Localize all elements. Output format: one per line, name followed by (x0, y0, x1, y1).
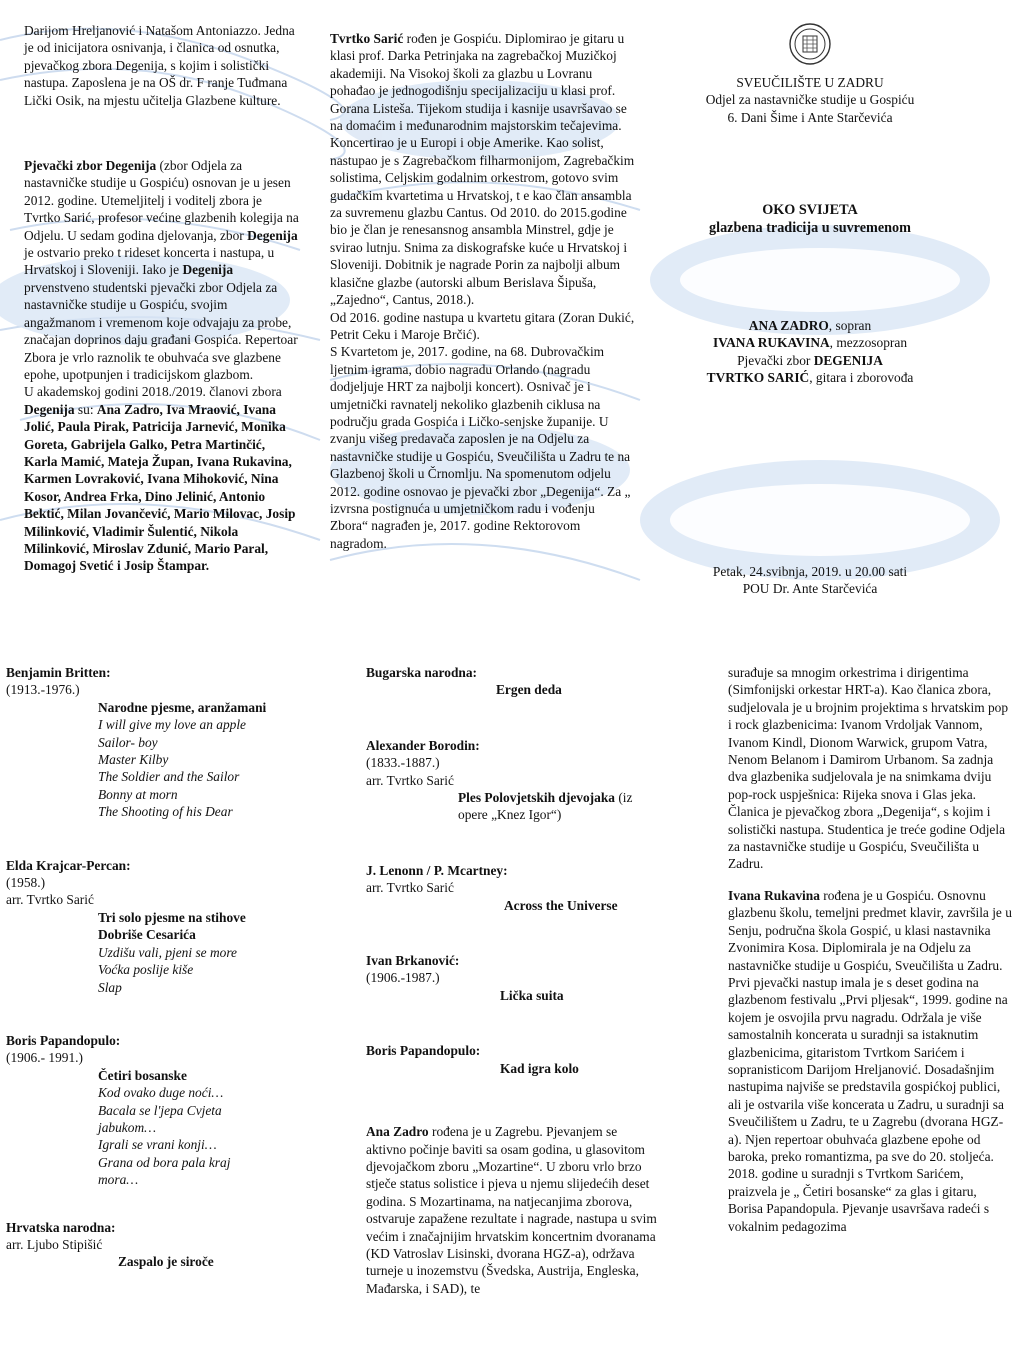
hrvatska-arr: arr. Ljubo Stipišić (6, 1236, 103, 1252)
department-name: Odjel za nastavničke studije u Gospiću (705, 92, 915, 108)
britten-block (6, 664, 336, 821)
university-crest-icon (788, 22, 832, 66)
papandopulo2-work: Kad igra kolo (500, 1060, 579, 1076)
performer-1-name: ANA ZADRO (748, 318, 829, 334)
members-intro-1: U akademskoj godini 2018./2019. članovi zbora (24, 384, 282, 400)
krajcar-block (6, 857, 336, 996)
performer-1-role: , sopran (828, 318, 872, 334)
borodin-arr: arr. Tvrtko Sarić (366, 772, 454, 788)
britten-composer: Benjamin Britten: (6, 665, 111, 680)
brkanovic-work: Lička suita (500, 987, 564, 1003)
papandopulo-dates: (1906.- 1991.) (6, 1050, 83, 1066)
brkanovic-block (366, 952, 666, 1004)
saric-bio-2: Od 2016. godine nastupa u kvartetu gitara (Zoran Dukić, Petrit Ceku i Maroje Brčić). (330, 309, 635, 342)
song-title: Master Kilby (98, 752, 169, 768)
song-title: Kod ovako duge noći… (98, 1085, 224, 1101)
performer-4-name: TVRTKO SARIĆ (706, 370, 810, 386)
members-list: Ana Zadro, Iva Mraović, Ivana Jolić, Paula Pirak, Patricija Jarnević, Monika Goreta, Gabrijela Galko, Petra Martinčić, Karla Mamić, Mateja Župan, Ivana Rukavina, Karmen Lovraković, Ivana Mihoković, Nina Kosor, Andrea Frka, Dino Jelinić, Antonio Bektić, Milan Jovančević, Mario Milovac, Josip Milinković, Vladimir Šulentić, Nikola Milinković, Miroslav Zdunić, Mario Paral, Domagoj Svetić i Josip Štampar. (24, 401, 296, 574)
song-title: Voćka poslije kiše (98, 962, 194, 978)
krajcar-arr: arr. Tvrtko Sarić (6, 892, 94, 908)
krajcar-work-1: Tri solo pjesme na stihove (98, 909, 246, 925)
brkanovic-composer: Ivan Brkanović: (366, 953, 460, 969)
rukavina-text: rođena je u Gospiću. Osnovnu glazbenu školu, temeljni predmet klavir, završila je u Senju, područna škola Gospić, u klasi nastavnika Zvonimira Kosa. Diplomirala je na Odjelu za nastavničke studije u Gospiću, Sveučilišta u Zadru. Prvi pjevački nastup imala je s deset godina na glazbenom festivalu „Prvi pljesak“, 1999. godine na kojem je osvojila prvu nagradu. Održala je više samostalnih koncerata u suradnji sa istaknutim glazbenicima, gitaristom Tvrtkom Sarićem i sopranisticom Darijom Hreljanović. Dosadašnjim nastupima najviše se predstavila gospićkoj publici, ali je ostvarila više koncerata u Zadru, u suradnji sa Sveučilištem u Zadru, te u Zagrebu (dvorana HGZ-a). Njen repertoar obuhvaća glazbene epohe od baroka, preko romantizma, pa sve do 20. stoljeća. 2018. godine u suradnji s Tvrtkom Sarićem, praizvela je „ Četiri bosanske“ za glas i gitaru, Borisa Papandopula. Pjevanje usavršava radeći s vokalnim pedagozima (728, 887, 1012, 1234)
members-intro-2: su: (74, 401, 97, 417)
zadro-bio-cont: surađuje sa mnogim orkestrima i dirigentima (Simfonijski orkestar HRT-a). Kao članica zbora, sudjelovala je u brojnim projektima s hrvatskim pop i rock glazbenicima: Ivanom Vrdoljak Vannom, Ivanom Kindl, Dionom Warwick, grupom Vatra, Nenom Belanom i Damirom Urbanom. Sa zadnja dva glazbenika sudjelovala je na snimkama dviju pop-rock uspješnica: Rijeka snova i Glas jeka. Članica je pjevačkog zbora „Degenija“, s kojim i solistički nastupa. Studentica je treće godine Odjela za nastavničke studije u Gospiću, Sveučilišta u Zadru. (728, 665, 1009, 872)
degenija-text-1: Degenija (247, 227, 298, 243)
degenija-text-2: Degenija (182, 262, 234, 278)
song-title: Grana od bora pala kraj (98, 1154, 231, 1170)
concert-venue: POU Dr. Ante Starčevića (742, 581, 878, 597)
britten-work: Narodne pjesme, aranžamani (98, 699, 267, 715)
performer-2-name: IVANA RUKAVINA (712, 335, 830, 351)
performer-3 (660, 352, 960, 369)
saric-bio-column (330, 30, 636, 552)
borodin-work-line (366, 789, 666, 806)
brkanovic-dates: (1906.-1987.) (366, 970, 440, 986)
zbor-text-2: je ostvario preko t rideset koncerta i nastupa, u Hrvatskoj i Sloveniji. Iako je (24, 245, 275, 278)
zadro-name: Ana Zadro (366, 1124, 429, 1140)
lennon-composer: J. Lenonn / P. Mcartney: (366, 862, 508, 878)
krajcar-composer: Elda Krajcar-Percan: (6, 857, 131, 873)
papandopulo2-block (366, 1042, 666, 1077)
song-title: mora… (98, 1172, 139, 1188)
program-column-1 (6, 664, 336, 1271)
song-title: The Shooting of his Dear (98, 804, 233, 820)
hrvatska-work: Zaspalo je siroče (118, 1254, 214, 1270)
krajcar-dates: (1958.) (6, 875, 46, 891)
saric-name: Tvrtko Sarić (330, 31, 404, 46)
concert-subtitle: glazbena tradicija u suvremenom (709, 219, 911, 236)
borodin-work: Ples Polovjetskih djevojaka (458, 790, 615, 806)
borodin-note-2: opere „Knez Igor“) (458, 807, 562, 823)
krajcar-work-2: Dobriše Cesarića (98, 927, 196, 943)
saric-bio-1 (330, 30, 636, 309)
zbor-text-3: prvenstveno studentski pjevački zbor Odjela za nastavničke studije u Gospiću, svojim angažmanom i vremenom koje odvajaju za probe, značajan doprinos daju građani Gospića. Repertoar Zbora je vrlo raznolik te obuhvaća sve glazbene epohe, upotpunjen i tradicijskom glazbom. (24, 279, 298, 382)
papandopulo-block (6, 1032, 336, 1189)
hrvatska-block (6, 1219, 336, 1271)
saric-text-1: rođen je Gospiću. Diplomirao je gitaru u klasi prof. Darka Petrinjaka na zagrebačkoj Muzičkoj akademiji. Na Visokoj školi za glazbu u Lovranu pohađao je jednogodišnju specijalizaciju u klasi prof. Gorana Listeša. Tijekom studija i kasnije usavršavao se na domaćim i međunarodnim majstorskim tečajevima. Koncertirao je u Europi i obje Amerike. Kao solist, nastupao je s Zagrebačkom filharmonijom, Zagrebačkim solistima, Celjskim godalnim orkestrom, gotovo svim gudačkim kvartetima u Hrvatskoj, t e kao član ansambla za suvremenu glazbu Cantus. Od 2010. do 2015.godine bio je član je renesansnog ansambla Minstrel, gdje je svirao lutnju. Snima za diskografske kuće u Hrvatskoj i Sloveniji. Dobitnik je nagrade Porin za najbolji album klasične glazbe (autorski album Berislava Šipuša, „Zajedno“, Cantus, 2018.). (330, 31, 635, 308)
degenija-text-3: Degenija (24, 401, 75, 417)
program-column-2 (366, 664, 666, 1297)
song-title: The Soldier and the Sailor (98, 769, 240, 785)
song-title: Slap (98, 979, 122, 995)
borodin-composer: Alexander Borodin: (366, 737, 480, 753)
britten-dates: (1913.-1976.) (6, 682, 80, 698)
song-title: Uzdišu vali, pjeni se more (98, 944, 237, 960)
song-title: Sailor- boy (98, 734, 158, 750)
song-title: Igrali se vrani konji… (98, 1137, 217, 1153)
performer-1 (660, 317, 960, 334)
performer-2-role: , mezzosopran (829, 335, 908, 351)
members-paragraph (24, 383, 300, 574)
performer-2 (660, 334, 960, 351)
cover-column (660, 22, 960, 597)
zbor-paragraph (24, 157, 300, 383)
zbor-name: Pjevački zbor Degenija (24, 158, 157, 174)
borodin-note-1: (iz (614, 790, 633, 806)
performer-4 (660, 369, 960, 386)
borodin-block (366, 737, 666, 824)
lennon-arr: arr. Tvrtko Sarić (366, 880, 454, 896)
song-title: Bacala se l'jepa Cvjeta (98, 1102, 222, 1118)
saric-bio-3: S Kvartetom je, 2017. godine, na 68. Dubrovačkim ljetnim igrama, dobio nagradu Orlando (nagradu dodjeljuje HRT za najbolji koncert). Osnivač je i umjetnički ravnatelj nekoliko glazbenih ciklusa na području grada Gospića i Ličko-senjske županije. U zvanju višeg predavača zaposlen je na Odjelu za nastavničke studije u Gospiću, Sveučilišta u Zadru te na Glazbenoj školi u Črnomlju. Na spomenutom odjelu 2012. godine osnovao je pjevački zbor „Degenija“. Za „ izvrsna postignuća u umjetničkom radu i vođenju Zbora“ nagrađen je, 2017. godine Rektorovom nagradom. (330, 344, 631, 551)
lennon-block (366, 862, 666, 914)
song-title: Bonny at morn (98, 786, 178, 802)
bugarska-work: Ergen deda (496, 682, 562, 698)
concert-date: Petak, 24.svibnja, 2019. u 20.00 sati (712, 563, 908, 579)
lennon-work: Across the Universe (504, 897, 618, 913)
bugarska-composer: Bugarska narodna: (366, 665, 478, 680)
performer-4-role: , gitara i zborovođa (809, 370, 914, 386)
intro-paragraph: Darijom Hreljanović i Natašom Antoniazzo. Jedna je od inicijatora osnivanja, i članica od osnutka, pjevačkog zbora Degenija, s kojim i solistički nastupa. Zaposlena je na OŠ dr. F ranje Tuđmana Lički Osik, na mjestu učitelja Glazbene kulture. (24, 23, 295, 108)
zadro-bio (366, 1123, 666, 1297)
zadro-text: rođena je u Zagrebu. Pjevanjem se aktivno počinje baviti sa osam godina, u glasovitom djevojačkom zboru „Mozartine“. U zboru vrlo brzo stječe status solistice i pjeva u njemu slijedećih deset godina. S Mozartinama, na natjecanjima zborova, ostvaruje zapažene rezultate i nagrade, nastupa u svim većim i značajnijim hrvatskim koncertnim dvoranama (KD Vatroslav Lisinski, dvorana HGZ-a), održava turneje u inozemstvu (Švedska, Austrija, Engleska, Mađarska, i SAD), te (366, 1124, 657, 1296)
borodin-dates: (1833.-1887.) (366, 755, 440, 771)
concert-title: OKO SVIJETA (762, 202, 858, 219)
event-name: 6. Dani Šime i Ante Starčevića (727, 109, 893, 125)
university-name: SVEUČILIŠTE U ZADRU (736, 75, 884, 90)
program-column-3 (728, 664, 1012, 1235)
hrvatska-composer: Hrvatska narodna: (6, 1219, 116, 1235)
performer-3-name: DEGENIJA (813, 352, 883, 368)
zbor-text-1: (zbor Odjela za nastavničke studije u Gospiću) osnovan je u jesen 2012. godine. Utemeljitelj i voditelj zbora je Tvrtko Sarić, profesor većine glazbenih kolegija na Odjelu. U sedam godina djelovanja, zbor (24, 158, 299, 243)
zbor-column (24, 22, 300, 575)
song-title: I will give my love an apple (98, 717, 246, 733)
papandopulo2-composer: Boris Papandopulo: (366, 1043, 481, 1059)
bugarska-block (366, 664, 666, 699)
rukavina-name: Ivana Rukavina (728, 887, 820, 903)
rukavina-bio (728, 887, 1012, 1235)
song-title: jabukom… (98, 1119, 157, 1135)
papandopulo-work: Četiri bosanske (98, 1067, 187, 1083)
papandopulo-composer: Boris Papandopulo: (6, 1032, 121, 1048)
performer-3-pre: Pjevački zbor (737, 352, 814, 368)
